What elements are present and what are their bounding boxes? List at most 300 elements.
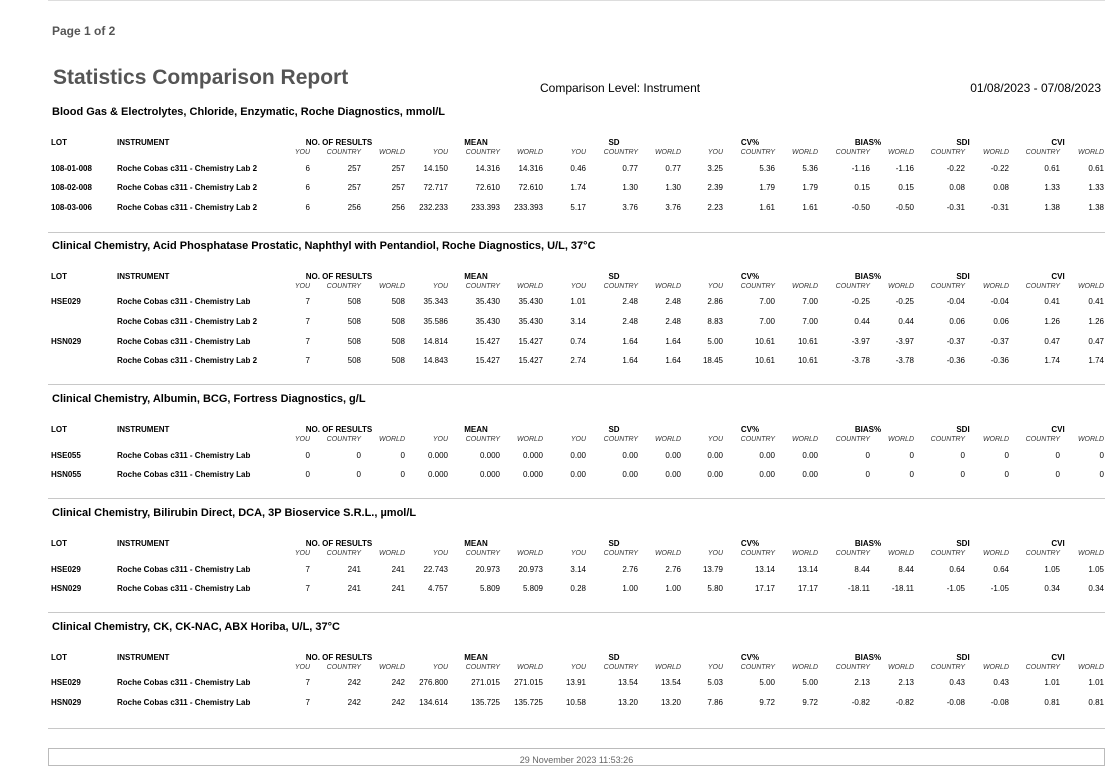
value-cell: 135.725: [514, 698, 543, 707]
value-cell: 7: [305, 297, 310, 306]
report-section: [48, 393, 1105, 500]
subheader: COUNTRY: [930, 149, 965, 156]
lot-cell: HSE029: [51, 678, 81, 687]
lot-cell: HSE029: [51, 297, 81, 306]
value-cell: -0.08: [990, 698, 1009, 707]
value-cell: 0.00: [802, 451, 818, 460]
subheader: YOU: [432, 283, 448, 290]
header-group: CV%: [740, 539, 760, 548]
value-cell: 7.00: [802, 297, 818, 306]
header-lot: LOT: [51, 272, 67, 281]
value-cell: 13.14: [797, 565, 818, 574]
value-cell: 0.000: [427, 470, 448, 479]
subheader: WORLD: [982, 283, 1009, 290]
lot-cell: 108-01-008: [51, 164, 92, 173]
subheader: YOU: [570, 283, 586, 290]
date-range: 01/08/2023 - 07/08/2023: [970, 81, 1101, 95]
value-cell: -0.36: [946, 356, 965, 365]
value-cell: 1.01: [1088, 678, 1104, 687]
value-cell: 7.00: [759, 317, 775, 326]
value-cell: 0.44: [854, 317, 870, 326]
value-cell: 2.13: [854, 678, 870, 687]
value-cell: 72.610: [475, 183, 500, 192]
value-cell: 14.843: [423, 356, 448, 365]
value-cell: 2.48: [622, 297, 638, 306]
subheader: WORLD: [654, 664, 681, 671]
value-cell: 0: [1099, 451, 1104, 460]
subheader: YOU: [707, 664, 723, 671]
subheader: WORLD: [887, 550, 914, 557]
value-cell: 5.80: [707, 584, 723, 593]
subheader: YOU: [294, 664, 310, 671]
subheader: COUNTRY: [740, 664, 775, 671]
value-cell: 7: [305, 565, 310, 574]
value-cell: 1.05: [1088, 565, 1104, 574]
instrument-cell: Roche Cobas c311 - Chemistry Lab: [117, 584, 251, 593]
value-cell: 7.00: [759, 297, 775, 306]
value-cell: 6: [305, 164, 310, 173]
value-cell: 0: [400, 451, 405, 460]
value-cell: 0.00: [622, 451, 638, 460]
value-cell: 13.79: [702, 565, 723, 574]
value-cell: 0.00: [707, 451, 723, 460]
subheader: COUNTRY: [603, 149, 638, 156]
subheader: COUNTRY: [930, 283, 965, 290]
instrument-cell: Roche Cobas c311 - Chemistry Lab 2: [117, 317, 258, 326]
subheader: WORLD: [982, 664, 1009, 671]
value-cell: 241: [347, 565, 361, 574]
value-cell: 2.74: [570, 356, 586, 365]
value-cell: 0: [1099, 470, 1104, 479]
value-cell: 15.427: [475, 337, 500, 346]
value-cell: 1.74: [1044, 356, 1060, 365]
subheader: COUNTRY: [465, 664, 500, 671]
subheader: COUNTRY: [835, 283, 870, 290]
header-group: BIAS%: [854, 539, 882, 548]
value-cell: 0.61: [1044, 164, 1060, 173]
header-group: SD: [608, 653, 620, 662]
value-cell: 0.000: [427, 451, 448, 460]
lot-cell: 108-02-008: [51, 183, 92, 192]
value-cell: 9.72: [802, 698, 818, 707]
subheader: WORLD: [887, 664, 914, 671]
value-cell: 0.000: [522, 470, 543, 479]
value-cell: 508: [391, 297, 405, 306]
value-cell: 508: [347, 317, 361, 326]
value-cell: -1.16: [895, 164, 914, 173]
subheader: YOU: [294, 149, 310, 156]
value-cell: 72.717: [423, 183, 448, 192]
subheader: COUNTRY: [835, 664, 870, 671]
header-group: CVI: [1051, 272, 1065, 281]
value-cell: 232.233: [419, 203, 448, 212]
value-cell: 0.81: [1044, 698, 1060, 707]
value-cell: 0: [1004, 470, 1009, 479]
value-cell: 5.00: [707, 337, 723, 346]
value-cell: 0.15: [898, 183, 914, 192]
value-cell: 242: [391, 678, 405, 687]
subheader: WORLD: [1077, 149, 1104, 156]
value-cell: 13.54: [617, 678, 638, 687]
value-cell: 0.00: [707, 470, 723, 479]
subheader: WORLD: [791, 283, 818, 290]
value-cell: 20.973: [475, 565, 500, 574]
value-cell: 5.17: [570, 203, 586, 212]
value-cell: 14.316: [475, 164, 500, 173]
header-instrument: INSTRUMENT: [117, 425, 170, 434]
subheader: WORLD: [887, 436, 914, 443]
subheader: WORLD: [887, 149, 914, 156]
header-group: MEAN: [464, 272, 488, 281]
subheader: COUNTRY: [1025, 283, 1060, 290]
value-cell: -3.78: [851, 356, 870, 365]
subheader: WORLD: [1077, 436, 1104, 443]
value-cell: 7: [305, 584, 310, 593]
value-cell: 508: [391, 317, 405, 326]
value-cell: 7: [305, 356, 310, 365]
header-group: NO. OF RESULTS: [305, 539, 373, 548]
header-lot: LOT: [51, 539, 67, 548]
subheader: WORLD: [516, 550, 543, 557]
value-cell: 3.14: [570, 565, 586, 574]
value-cell: 508: [391, 356, 405, 365]
value-cell: 10.61: [797, 356, 818, 365]
value-cell: -0.04: [990, 297, 1009, 306]
header-group: CV%: [740, 425, 760, 434]
value-cell: 0: [356, 470, 361, 479]
section-divider: [48, 498, 1105, 499]
section-divider: [48, 384, 1105, 385]
instrument-cell: Roche Cobas c311 - Chemistry Lab 2: [117, 183, 258, 192]
subheader: WORLD: [982, 436, 1009, 443]
lot-cell: HSE029: [51, 565, 81, 574]
subheader: COUNTRY: [465, 149, 500, 156]
value-cell: 0.43: [949, 678, 965, 687]
value-cell: 271.015: [471, 678, 500, 687]
subheader: COUNTRY: [603, 550, 638, 557]
value-cell: 15.427: [475, 356, 500, 365]
value-cell: 0: [960, 451, 965, 460]
header-instrument: INSTRUMENT: [117, 272, 170, 281]
value-cell: 14.316: [518, 164, 543, 173]
value-cell: 5.809: [479, 584, 500, 593]
value-cell: 508: [347, 356, 361, 365]
value-cell: 7.00: [802, 317, 818, 326]
value-cell: 241: [391, 584, 405, 593]
subheader: WORLD: [982, 550, 1009, 557]
subheader: WORLD: [654, 550, 681, 557]
value-cell: 1.74: [1088, 356, 1104, 365]
subheader: WORLD: [516, 664, 543, 671]
value-cell: 35.430: [518, 317, 543, 326]
value-cell: 14.150: [423, 164, 448, 173]
header-group: MEAN: [464, 138, 488, 147]
value-cell: 135.725: [471, 698, 500, 707]
header-group: SDI: [956, 272, 970, 281]
value-cell: 14.814: [423, 337, 448, 346]
value-cell: 0: [400, 470, 405, 479]
subheader: WORLD: [1077, 550, 1104, 557]
value-cell: 0.00: [759, 451, 775, 460]
instrument-cell: Roche Cobas c311 - Chemistry Lab: [117, 678, 251, 687]
value-cell: 7: [305, 337, 310, 346]
subheader: YOU: [707, 283, 723, 290]
header-group: NO. OF RESULTS: [305, 138, 373, 147]
subheader: YOU: [294, 436, 310, 443]
header-group: NO. OF RESULTS: [305, 425, 373, 434]
subheader: COUNTRY: [1025, 149, 1060, 156]
value-cell: -1.05: [990, 584, 1009, 593]
value-cell: 134.614: [419, 698, 448, 707]
value-cell: -0.22: [946, 164, 965, 173]
subheader: YOU: [294, 550, 310, 557]
subheader: COUNTRY: [326, 550, 361, 557]
subheader: COUNTRY: [930, 550, 965, 557]
value-cell: -0.82: [895, 698, 914, 707]
value-cell: 1.64: [665, 356, 681, 365]
value-cell: 2.13: [898, 678, 914, 687]
header-group: SDI: [956, 653, 970, 662]
subheader: COUNTRY: [465, 550, 500, 557]
value-cell: 6: [305, 203, 310, 212]
value-cell: 1.64: [622, 337, 638, 346]
instrument-cell: Roche Cobas c311 - Chemistry Lab: [117, 565, 251, 574]
header-group: SD: [608, 539, 620, 548]
subheader: WORLD: [378, 550, 405, 557]
section-title: Blood Gas & Electrolytes, Chloride, Enzymatic, Roche Diagnostics, mmol/L: [52, 106, 446, 118]
subheader: YOU: [570, 664, 586, 671]
value-cell: 0.43: [993, 678, 1009, 687]
value-cell: 22.743: [423, 565, 448, 574]
value-cell: 1.01: [570, 297, 586, 306]
value-cell: 0.000: [522, 451, 543, 460]
value-cell: 0.64: [993, 565, 1009, 574]
subheader: COUNTRY: [740, 550, 775, 557]
value-cell: 4.757: [427, 584, 448, 593]
value-cell: 2.76: [665, 565, 681, 574]
subheader: COUNTRY: [835, 149, 870, 156]
value-cell: 0: [1004, 451, 1009, 460]
subheader: COUNTRY: [835, 436, 870, 443]
value-cell: -0.22: [990, 164, 1009, 173]
report-section: [48, 621, 1105, 730]
header-instrument: INSTRUMENT: [117, 653, 170, 662]
value-cell: 7: [305, 698, 310, 707]
value-cell: 8.44: [898, 565, 914, 574]
section-divider: [48, 612, 1105, 613]
value-cell: 5.809: [522, 584, 543, 593]
value-cell: 257: [391, 164, 405, 173]
value-cell: 0: [305, 451, 310, 460]
subheader: COUNTRY: [1025, 436, 1060, 443]
value-cell: 256: [347, 203, 361, 212]
value-cell: 9.72: [759, 698, 775, 707]
value-cell: 10.58: [565, 698, 586, 707]
value-cell: 0.00: [570, 451, 586, 460]
value-cell: 1.33: [1088, 183, 1104, 192]
header-group: BIAS%: [854, 425, 882, 434]
value-cell: 0: [909, 470, 914, 479]
subheader: YOU: [294, 283, 310, 290]
lot-cell: HSN055: [51, 470, 82, 479]
subheader: COUNTRY: [603, 436, 638, 443]
subheader: COUNTRY: [326, 436, 361, 443]
lot-cell: HSN029: [51, 698, 82, 707]
header-group: SD: [608, 425, 620, 434]
page-label: Page 1 of 2: [52, 24, 116, 38]
value-cell: 13.20: [617, 698, 638, 707]
header-lot: LOT: [51, 425, 67, 434]
value-cell: 0.64: [949, 565, 965, 574]
header-group: CVI: [1051, 653, 1065, 662]
value-cell: 3.14: [570, 317, 586, 326]
section-title: Clinical Chemistry, CK, CK-NAC, ABX Horiba, U/L, 37°C: [52, 621, 340, 633]
instrument-cell: Roche Cobas c311 - Chemistry Lab 2: [117, 164, 258, 173]
value-cell: 1.79: [759, 183, 775, 192]
value-cell: 1.79: [802, 183, 818, 192]
subheader: COUNTRY: [930, 436, 965, 443]
value-cell: 17.17: [754, 584, 775, 593]
value-cell: 0: [356, 451, 361, 460]
value-cell: 1.30: [622, 183, 638, 192]
subheader: COUNTRY: [465, 436, 500, 443]
value-cell: 7: [305, 678, 310, 687]
instrument-cell: Roche Cobas c311 - Chemistry Lab: [117, 470, 251, 479]
subheader: WORLD: [791, 436, 818, 443]
value-cell: 35.343: [423, 297, 448, 306]
header-lot: LOT: [51, 653, 67, 662]
value-cell: -0.04: [946, 297, 965, 306]
value-cell: 1.33: [1044, 183, 1060, 192]
value-cell: 13.54: [660, 678, 681, 687]
value-cell: 0.06: [993, 317, 1009, 326]
value-cell: 241: [347, 584, 361, 593]
value-cell: 13.20: [660, 698, 681, 707]
header-group: CVI: [1051, 425, 1065, 434]
value-cell: 13.14: [754, 565, 775, 574]
header-group: CV%: [740, 138, 760, 147]
subheader: COUNTRY: [603, 283, 638, 290]
value-cell: 1.00: [622, 584, 638, 593]
value-cell: 0: [1055, 470, 1060, 479]
value-cell: 15.427: [518, 337, 543, 346]
value-cell: 1.61: [759, 203, 775, 212]
subheader: COUNTRY: [603, 664, 638, 671]
value-cell: -0.25: [851, 297, 870, 306]
value-cell: 0: [960, 470, 965, 479]
section-divider: [48, 232, 1105, 233]
value-cell: 5.00: [802, 678, 818, 687]
value-cell: 5.03: [707, 678, 723, 687]
section-divider: [48, 728, 1105, 729]
value-cell: 7.86: [707, 698, 723, 707]
subheader: COUNTRY: [740, 149, 775, 156]
subheader: COUNTRY: [1025, 550, 1060, 557]
value-cell: 1.61: [802, 203, 818, 212]
value-cell: 0: [865, 451, 870, 460]
value-cell: 2.39: [707, 183, 723, 192]
value-cell: 35.586: [423, 317, 448, 326]
header-group: CV%: [740, 653, 760, 662]
header-group: SD: [608, 272, 620, 281]
value-cell: 5.36: [759, 164, 775, 173]
report-section: [48, 240, 1105, 386]
footer-timestamp: 29 November 2023 11:53:26: [519, 755, 634, 765]
value-cell: 0.15: [854, 183, 870, 192]
value-cell: 0.41: [1044, 297, 1060, 306]
subheader: WORLD: [654, 149, 681, 156]
value-cell: 2.76: [622, 565, 638, 574]
lot-cell: HSN029: [51, 584, 82, 593]
value-cell: 1.38: [1044, 203, 1060, 212]
value-cell: 3.76: [622, 203, 638, 212]
header-group: BIAS%: [854, 653, 882, 662]
subheader: YOU: [432, 664, 448, 671]
lot-cell: HSN029: [51, 337, 82, 346]
value-cell: 8.44: [854, 565, 870, 574]
report-section: [48, 106, 1105, 234]
subheader: YOU: [707, 436, 723, 443]
instrument-cell: Roche Cobas c311 - Chemistry Lab: [117, 451, 251, 460]
value-cell: 2.48: [622, 317, 638, 326]
value-cell: 0.28: [570, 584, 586, 593]
subheader: COUNTRY: [465, 283, 500, 290]
value-cell: 18.45: [702, 356, 723, 365]
subheader: COUNTRY: [326, 283, 361, 290]
subheader: YOU: [570, 436, 586, 443]
value-cell: 13.91: [565, 678, 586, 687]
header-lot: LOT: [51, 138, 67, 147]
value-cell: 257: [391, 183, 405, 192]
footer: [48, 748, 1105, 766]
subheader: WORLD: [1077, 664, 1104, 671]
header-instrument: INSTRUMENT: [117, 539, 170, 548]
value-cell: 276.800: [419, 678, 448, 687]
value-cell: 0.34: [1088, 584, 1104, 593]
value-cell: -3.97: [851, 337, 870, 346]
value-cell: 0.00: [759, 470, 775, 479]
header-group: MEAN: [464, 425, 488, 434]
value-cell: 0.77: [665, 164, 681, 173]
value-cell: 0.47: [1044, 337, 1060, 346]
value-cell: 1.74: [570, 183, 586, 192]
value-cell: 1.26: [1044, 317, 1060, 326]
subheader: WORLD: [516, 149, 543, 156]
subheader: YOU: [570, 550, 586, 557]
header-instrument: INSTRUMENT: [117, 138, 170, 147]
report-section: [48, 507, 1105, 614]
instrument-cell: Roche Cobas c311 - Chemistry Lab: [117, 297, 251, 306]
subheader: COUNTRY: [740, 436, 775, 443]
subheader: YOU: [432, 550, 448, 557]
subheader: COUNTRY: [326, 664, 361, 671]
subheader: WORLD: [654, 436, 681, 443]
value-cell: 257: [347, 183, 361, 192]
value-cell: 0.34: [1044, 584, 1060, 593]
value-cell: -0.36: [990, 356, 1009, 365]
subheader: YOU: [570, 149, 586, 156]
header-group: SDI: [956, 539, 970, 548]
header-group: SDI: [956, 425, 970, 434]
subheader: WORLD: [516, 283, 543, 290]
value-cell: 5.36: [802, 164, 818, 173]
value-cell: 256: [391, 203, 405, 212]
header-group: BIAS%: [854, 138, 882, 147]
instrument-cell: Roche Cobas c311 - Chemistry Lab 2: [117, 356, 258, 365]
value-cell: 35.430: [475, 297, 500, 306]
instrument-cell: Roche Cobas c311 - Chemistry Lab: [117, 698, 251, 707]
value-cell: 17.17: [797, 584, 818, 593]
